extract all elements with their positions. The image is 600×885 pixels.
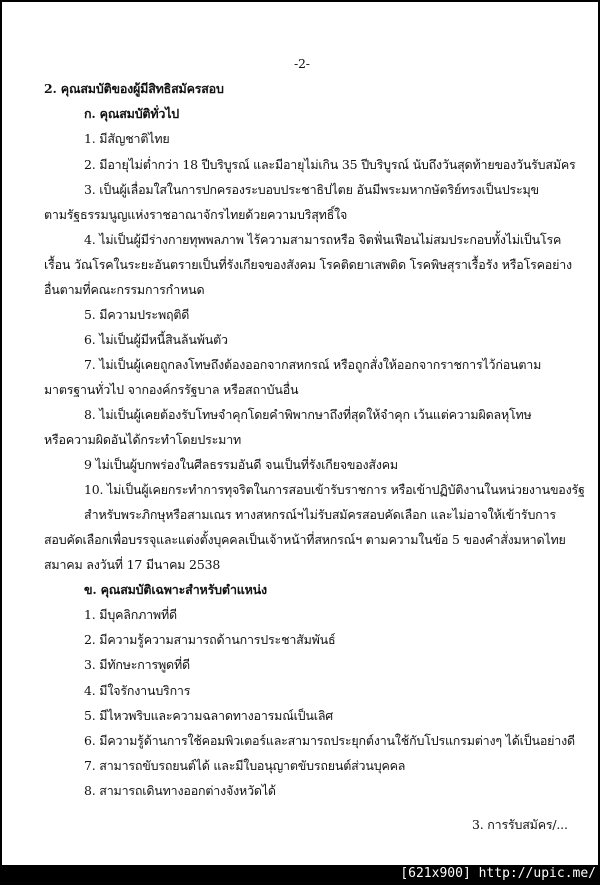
general-item-7-cont: มาตรฐานทั่วไป จากองค์กรรัฐบาล หรือสถาบันอื่น [44, 382, 299, 397]
general-item-3-cont: ตามรัฐธรรมนูญแห่งราชอาณาจักรไทยด้วยความบริสุทธิ์ใจ [44, 207, 348, 222]
page-number: -2- [294, 56, 310, 71]
continuation-note: 3. การรับสมัคร/... [472, 817, 568, 832]
general-item-6: 6. ไม่เป็นผู้มีหนี้สินล้นพ้นตัว [84, 332, 228, 347]
general-item-5: 5. มีความประพฤติดี [84, 307, 190, 322]
general-item-4-cont-2: อื่นตามที่คณะกรรมการกำหนด [44, 282, 205, 297]
specific-item-3: 3. มีทักษะการพูดที่ดี [84, 657, 190, 672]
specific-item-4: 4. มีใจรักงานบริการ [84, 683, 191, 698]
general-note: สำหรับพระภิกษุหรือสามเณร ทางสหกรณ์ฯไม่รับสมัครสอบคัดเลือก และไม่อาจให้เข้ารับการ [84, 507, 556, 522]
specific-item-6: 6. มีความรู้ด้านการใช้คอมพิวเตอร์และสามารถประยุกต์งานใช้กับโปรแกรมต่างๆ ได้เป็นอย่างดี [84, 733, 575, 748]
general-item-10: 10. ไม่เป็นผู้เคยกระทำการทุจริตในการสอบเข้ารับราชการ หรือเข้าปฏิบัติงานในหน่วยงานของรัฐ [84, 482, 585, 497]
specific-item-5: 5. มีไหวพริบและความฉลาดทางอารมณ์เป็นเลิศ [84, 708, 334, 723]
general-note-cont-1: สอบคัดเลือกเพื่อบรรจุและแต่งตั้งบุคคลเป็นเจ้าหน้าที่สหกรณ์ฯ ตามความในข้อ 5 ของคำสั่งมหาดไทย [44, 532, 566, 547]
general-item-2: 2. มีอายุไม่ต่ำกว่า 18 ปีบริบูรณ์ และมีอายุไม่เกิน 35 ปีบริบูรณ์ นับถึงวันสุดท้ายของวันรับสมัคร [84, 157, 576, 172]
general-note-cont-2: สมาคม ลงวันที่ 17 มีนาคม 2538 [44, 557, 221, 572]
specific-item-8: 8. สามารถเดินทางออกต่างจังหวัดได้ [84, 783, 276, 798]
general-item-1: 1. มีสัญชาติไทย [84, 131, 170, 146]
general-item-7: 7. ไม่เป็นผู้เคยถูกลงโทษถึงต้องออกจากสหกรณ์ หรือถูกสั่งให้ออกจากราชการไว้ก่อนตาม [84, 357, 542, 372]
general-heading: ก. คุณสมบัติทั่วไป [84, 106, 180, 121]
general-item-3: 3. เป็นผู้เลื่อมใสในการปกครองระบอบประชาธิปไตย อันมีพระมหากษัตริย์ทรงเป็นประมุข [84, 182, 539, 197]
general-item-8-cont: หรือความผิดอันได้กระทำโดยประมาท [44, 432, 242, 447]
document-page [2, 2, 598, 865]
specific-item-2: 2. มีความรู้ความสามารถด้านการประชาสัมพันธ์ [84, 632, 336, 647]
general-item-4-cont-1: เรื้อน วัณโรคในระยะอันตรายเป็นที่รังเกียจของสังคม โรคติดยาเสพติด โรคพิษสุราเรื้อรัง หรือโรคอย่าง [44, 257, 572, 272]
section-title: 2. คุณสมบัติของผู้มีสิทธิสมัครสอบ [44, 81, 224, 96]
general-item-9: 9 ไม่เป็นผู้บกพร่องในศีลธรรมอันดี จนเป็นที่รังเกียจของสังคม [84, 457, 398, 472]
specific-item-1: 1. มีบุคลิกภาพที่ดี [84, 607, 177, 622]
specific-item-7: 7. สามารถขับรถยนต์ได้ และมีใบอนุญาตขับรถยนต์ส่วนบุคคล [84, 758, 406, 773]
general-item-8: 8. ไม่เป็นผู้เคยต้องรับโทษจำคุกโดยคำพิพากษาถึงที่สุดให้จำคุก เว้นแต่ความผิดลหุโทษ [84, 407, 532, 422]
image-host-watermark: [621x900] http://upic.me/ [400, 866, 596, 881]
specific-heading: ข. คุณสมบัติเฉพาะสำหรับตำแหน่ง [84, 582, 267, 597]
general-item-4: 4. ไม่เป็นผู้มีร่างกายทุพพลภาพ ไร้ความสามารถหรือ จิตฟั่นเฟือนไม่สมประกอบทั้งไม่เป็นโรค [84, 232, 562, 247]
